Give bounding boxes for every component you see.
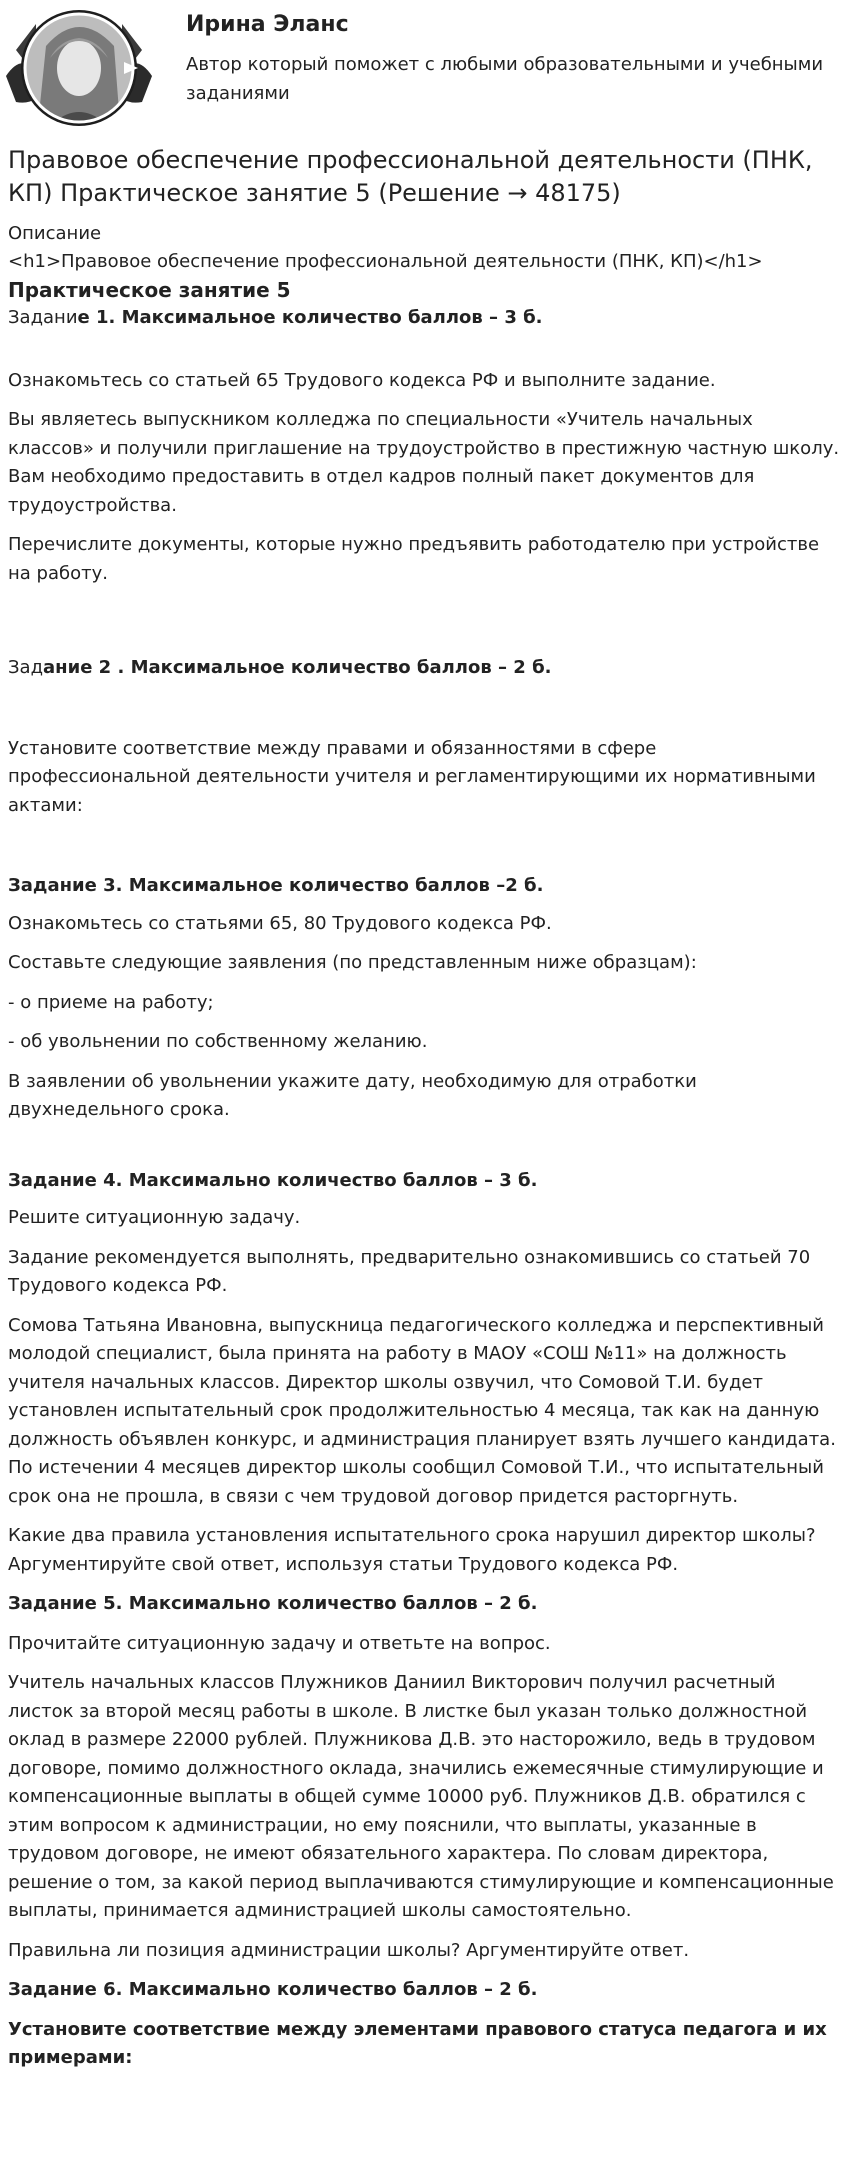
task-6-paragraph: Установите соответствие между элементами правового статуса педагога и их примерами: (8, 2018, 827, 2068)
task-3-paragraph: Ознакомьтесь со статьями 65, 80 Трудового кодекса РФ. (8, 912, 552, 934)
task-2-heading-bold: ание 2 . Максимальное количество баллов – 2 б. (43, 657, 552, 678)
task-5-paragraph: Учитель начальных классов Плужников Даниил Викторович получил расчетный листок за второй месяц работы в школе. В листке был указан только должностной оклад в размере 22000 рублей. Плужникова Д.В. это насторожило, ведь в трудовом договоре, помимо должностного оклада, значились ежемесячные стимулирующие и компенсационные выплаты в общей сумме 10000 руб. Плужников Д.В. обратился с этим вопросом к администрации, но ему пояснили, что выплаты, указанные в трудовом договоре, не имеют обязательного характера. По словам директора, решение о том, за какой период выплачиваются стимулирующие и компенсационные выплаты, принимается администрацией школы самостоятельно. (8, 1672, 834, 1921)
task-4-heading: Задание 4. Максимально количество баллов – 3 б. (8, 1169, 538, 1191)
task-5-paragraph: Правильна ли позиция администрации школы? Аргументируйте ответ. (8, 1939, 690, 1961)
task-1-paragraph: Ознакомьтесь со статьей 65 Трудового кодекса РФ и выполните задание. (8, 369, 716, 391)
task-1-heading (8, 304, 840, 333)
task-2-paragraph: Установите соответствие между правами и обязанностями в сфере профессиональной деятельности учителя и регламентирующими их нормативными актами: (8, 737, 816, 816)
task-3-heading: Задание 3. Максимальное количество баллов –2 б. (8, 875, 544, 896)
page-title: Правовое обеспечение профессиональной деятельности (ПНК, КП) Практическое занятие 5 (Решение → 48175) (8, 146, 813, 207)
task-1-paragraph: Перечислите документы, которые нужно предъявить работодателю при устройстве на работу. (8, 534, 820, 584)
task-4-paragraph: Решите ситуационную задачу. (8, 1207, 301, 1228)
author-description: Автор который поможет с любыми образовательными и учебными заданиями (186, 54, 824, 104)
author-name[interactable]: Ирина Эланс (186, 12, 349, 37)
raw-h1-text: <h1>Правовое обеспечение профессиональной деятельности (ПНК, КП)</h1> (8, 251, 763, 272)
author-block (0, 0, 847, 135)
task-6-heading: Задание 6. Максимально количество баллов – 2 б. (8, 1979, 538, 2000)
practice-title: Практическое занятие 5 (8, 278, 291, 302)
task-5-heading: Задание 5. Максимально количество баллов – 2 б. (8, 1593, 538, 1614)
task-4-paragraph: Сомова Татьяна Ивановна, выпускница педагогического колледжа и перспективный молодой специалист, была принята на работу в МАОУ «СОШ №11» на должность учителя начальных классов. Директор школы озвучил, что Сомовой Т.И. будет установлен испытательный срок продолжительностью 4 месяца, так как на данную должность объявлен конкурс, и администрация планирует взять лучшего кандидата. По истечении 4 месяцев директор школы сообщил Сомовой Т.И., что испытательный срок она не прошла, в связи с чем трудовой договор придется расторгнуть. (8, 1314, 836, 1507)
task-1-heading-prefix: Задани (8, 307, 78, 328)
task-5-paragraph: Прочитайте ситуационную задачу и ответьте на вопрос. (8, 1632, 551, 1654)
task-1-heading-bold: е 1. Максимальное количество баллов – 3 б. (77, 307, 543, 328)
task-3-paragraph: - об увольнении по собственному желанию. (8, 1031, 428, 1052)
description-label: Описание (8, 223, 102, 244)
task-4-paragraph: Задание рекомендуется выполнять, предварительно ознакомившись со статьей 70 Трудового кодекса РФ. (8, 1246, 811, 1296)
task-4-paragraph: Какие два правила установления испытательного срока нарушил директор школы? Аргументируйте свой ответ, используя статьи Трудового кодекса РФ. (8, 1525, 816, 1575)
task-2-heading (8, 654, 840, 683)
document-content (8, 144, 840, 2073)
task-1-paragraph: Вы являетесь выпускником колледжа по специальности «Учитель начальных классов» и получили приглашение на трудоустройство в престижную частную школу. Вам необходимо предоставить в отдел кадров полный пакет документов для трудоустройства. (8, 409, 840, 516)
task-3-paragraph: - о приеме на работу; (8, 991, 214, 1013)
author-avatar (6, 6, 152, 130)
task-2-heading-prefix: Зад (8, 657, 44, 678)
task-3-paragraph: В заявлении об увольнении укажите дату, необходимую для отработки двухнедельного срока. (8, 1070, 697, 1120)
task-3-paragraph: Составьте следующие заявления (по представленным ниже образцам): (8, 952, 697, 973)
